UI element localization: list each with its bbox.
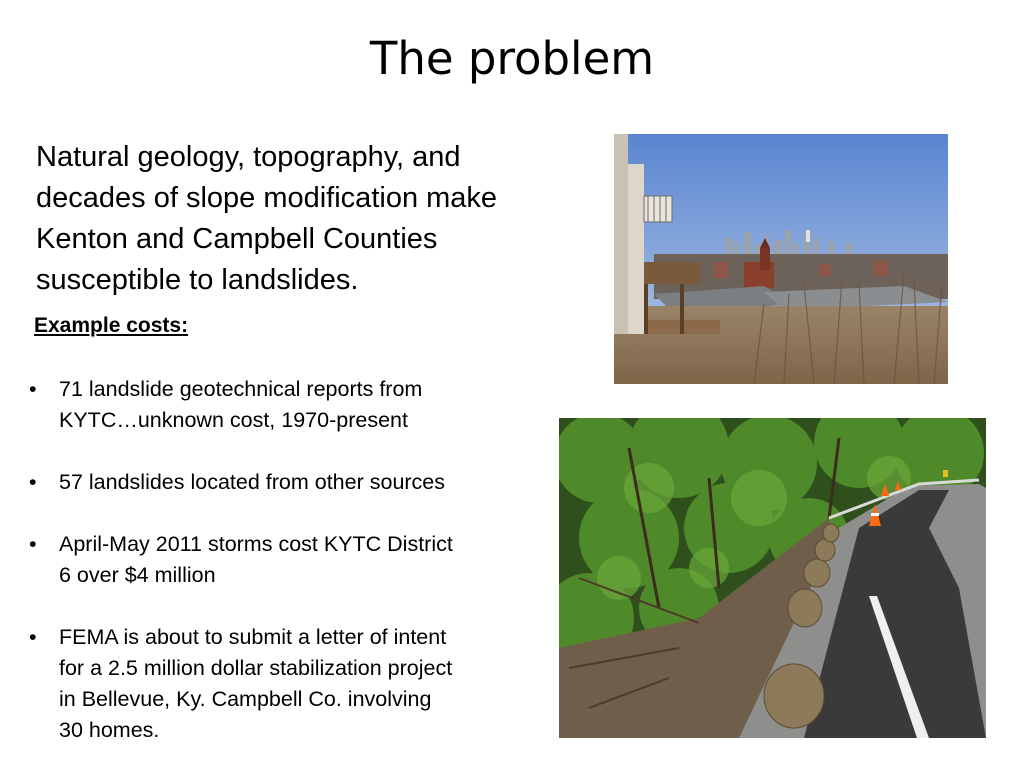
list-item-line: FEMA is about to submit a letter of intent: [59, 625, 447, 649]
bullet-dot-icon: •: [29, 625, 37, 649]
list-item-line: for a 2.5 million dollar stabilization project: [59, 656, 453, 680]
intro-line: Natural geology, topography, and: [36, 141, 461, 173]
bullet-dot-icon: •: [29, 377, 37, 401]
intro-paragraph: [36, 137, 606, 301]
city-skyline-photo: [614, 134, 948, 384]
list-item: [28, 622, 548, 746]
costs-bullet-list: [28, 374, 548, 777]
list-item-line: April-May 2011 storms cost KYTC District: [59, 532, 453, 556]
list-item-line: 57 landslides located from other sources: [59, 470, 446, 494]
list-item-line: KYTC…unknown cost, 1970-present: [59, 408, 408, 432]
intro-line: Kenton and Campbell Counties: [36, 223, 438, 255]
list-item-line: in Bellevue, Ky. Campbell Co. involving: [59, 687, 432, 711]
list-item-line: 6 over $4 million: [59, 563, 216, 587]
landslide-road-photo: [559, 418, 986, 738]
list-item: [28, 467, 548, 498]
intro-line: susceptible to landslides.: [36, 264, 359, 296]
bullet-dot-icon: •: [29, 470, 37, 494]
list-item-line: 30 homes.: [59, 718, 160, 742]
list-item: [28, 374, 548, 436]
bullet-dot-icon: •: [29, 532, 37, 556]
list-item: [28, 529, 548, 591]
page-title: The problem: [369, 32, 655, 85]
list-item-line: 71 landslide geotechnical reports from: [59, 377, 423, 401]
example-costs-heading: Example costs:: [34, 314, 189, 337]
intro-line: decades of slope modification make: [36, 182, 498, 214]
